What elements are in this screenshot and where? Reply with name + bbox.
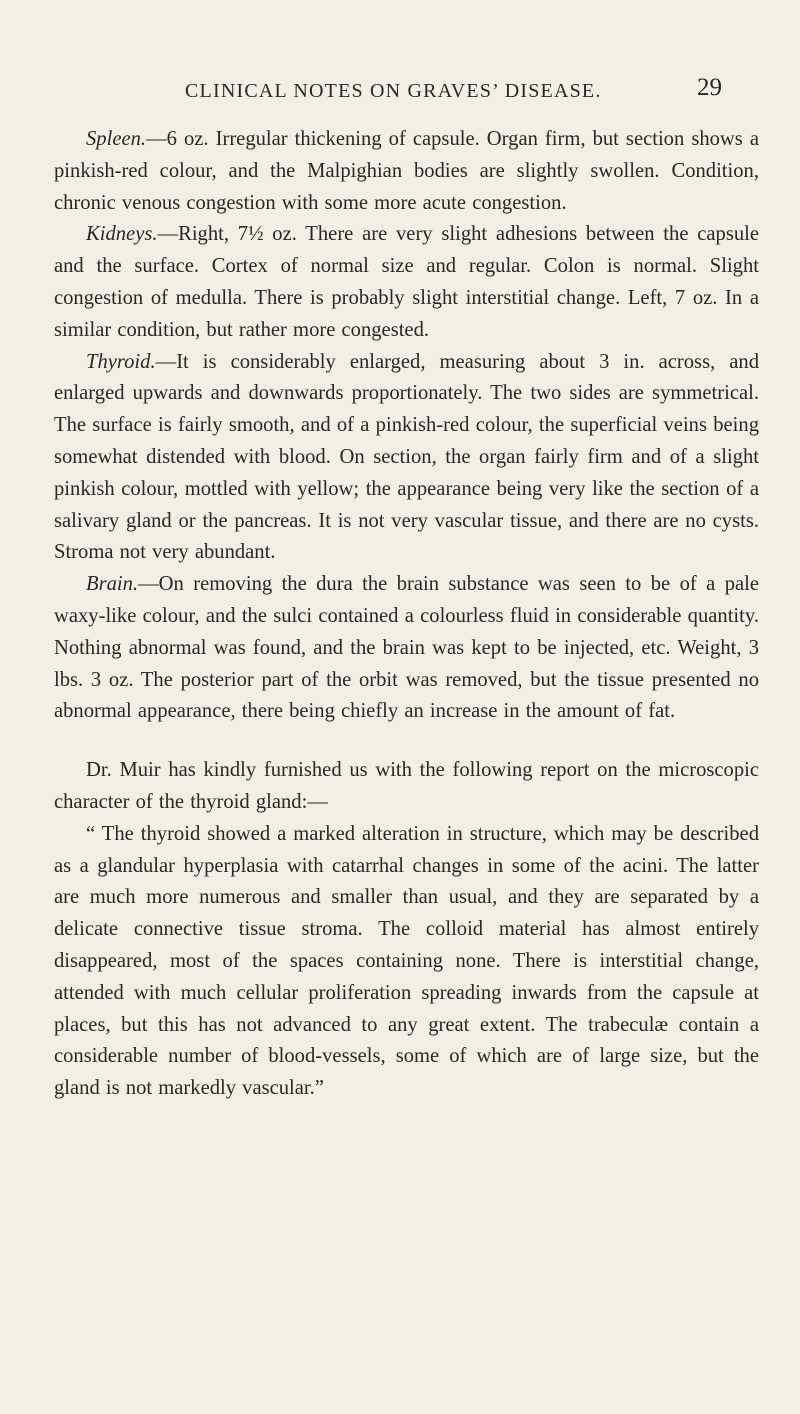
paragraph-text: —6 oz. Irregular thickening of capsule. Organ firm, but section shows a pinkish-red colour, and the Malpighian bodies are slightly swollen. Condition, chronic venous congestion with some more acute congestion. [54, 128, 759, 214]
paragraph-brain [54, 569, 759, 728]
page-number: 29 [697, 74, 722, 101]
section-label-kidneys: Kidneys. [86, 223, 158, 246]
section-label-spleen: Spleen. [86, 128, 147, 150]
paragraph-text: —Right, 7½ oz. There are very slight adhesions between the capsule and the surface. Cortex of normal size and regular. Colon is normal. Slight congestion of medulla. There is probably slight interstitial change. Left, 7 oz. In a similar condition, but rather more congested. [54, 223, 759, 341]
paragraph-thyroid [54, 347, 759, 570]
paragraph-text: —It is considerably enlarged, measuring about 3 in. across, and enlarged upwards and downwards proportionately. The two sides are symmetrical. The surface is fairly smooth, and of a pinkish-red colour, the superficial veins being somewhat distended with blood. On section, the organ fairly firm and of a slight pinkish colour, mottled with yellow; the appearance being very like the section of a salivary gland or the pancreas. It is not very vascular tissue, and there are no cysts. Stroma not very abundant. [54, 350, 759, 564]
body-text [54, 124, 759, 1105]
section-label-thyroid: Thyroid. [86, 350, 156, 373]
paragraph-text: Dr. Muir has kindly furnished us with the following report on the microscopic character of the thyroid gland:— [54, 759, 759, 813]
section-label-brain: Brain. [86, 573, 139, 596]
paragraph-text: “ The thyroid showed a marked alteration in structure, which may be described as a glandular hyperplasia with catarrhal changes in some of the acini. The latter are much more numerous and smaller than usual, and they are separated by a delicate connective tissue stroma. The colloid material has almost entirely disappeared, most of the spaces containing none. There is interstitial change, attended with much cellular proliferation spreading inwards from the capsule at places, but this has not advanced to any great extent. The trabeculæ contain a considerable number of blood-vessels, some of which are of large size, but the gland is not markedly vascular.” [54, 822, 759, 1100]
running-title: CLINICAL NOTES ON GRAVES’ DISEASE. [185, 80, 602, 102]
paragraph-text: —On removing the dura the brain substance was seen to be of a pale waxy-like colour, and the sulci contained a colourless fluid in considerable quantity. Nothing abnormal was found, and the brain was kept to be injected, etc. Weight, 3 lbs. 3 oz. The posterior part of the orbit was removed, but the tissue presented no abnormal appearance, there being chiefly an increase in the amount of fat. [54, 573, 759, 723]
paragraph-spleen [54, 124, 759, 219]
paragraph-kidneys [54, 219, 759, 346]
paragraph-report-intro [54, 755, 759, 819]
paragraph-report-quote [54, 819, 759, 1105]
